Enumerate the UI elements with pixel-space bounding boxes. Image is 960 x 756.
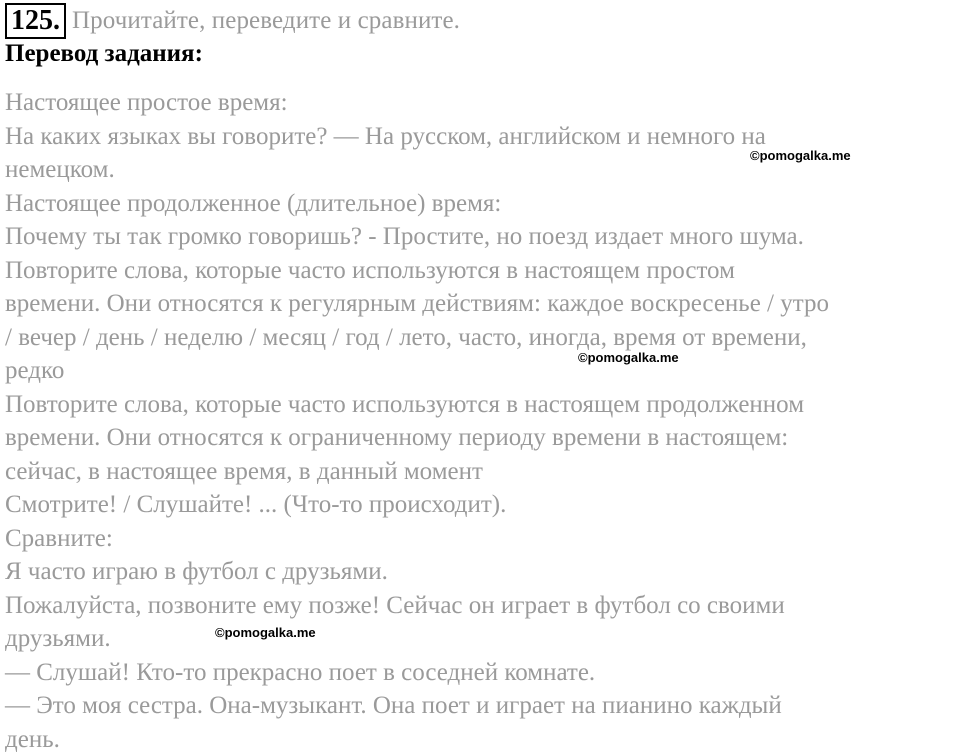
watermark: ©pomogalka.me — [578, 350, 679, 365]
text-line: сейчас, в настоящее время, в данный момент — [5, 455, 955, 489]
translation-text — [5, 86, 955, 756]
exercise-number: 125. — [5, 3, 66, 39]
text-line: Почему ты так громко говоришь? - Простите, но поезд издает много шума. — [5, 220, 955, 254]
text-line: Смотрите! / Слушайте! ... (Что-то происходит). — [5, 488, 955, 522]
text-line: Сравните: — [5, 522, 955, 556]
text-line: — Это моя сестра. Она-музыкант. Она поет и играет на пианино каждый — [5, 689, 955, 723]
text-line: времени. Они относятся к регулярным действиям: каждое воскресенье / утро — [5, 287, 955, 321]
text-line: Я часто играю в футбол с друзьями. — [5, 555, 955, 589]
exercise-header — [5, 3, 460, 39]
text-line: Повторите слова, которые часто используются в настоящем продолженном — [5, 388, 955, 422]
watermark: ©pomogalka.me — [750, 148, 851, 163]
text-line: времени. Они относятся к ограниченному периоду времени в настоящем: — [5, 421, 955, 455]
text-line: — Слушай! Кто-то прекрасно поет в соседней комнате. — [5, 656, 955, 690]
text-line: редко — [5, 354, 955, 388]
text-line: немецком. — [5, 153, 955, 187]
text-line: день. — [5, 723, 955, 756]
text-line: / вечер / день / неделю / месяц / год / лето, часто, иногда, время от времени, — [5, 321, 955, 355]
text-line: Пожалуйста, позвоните ему позже! Сейчас он играет в футбол со своими — [5, 589, 955, 623]
text-line: На каких языках вы говорите? — На русском, английском и немного на — [5, 120, 955, 154]
watermark: ©pomogalka.me — [215, 625, 316, 640]
text-line: Настоящее продолженное (длительное) время: — [5, 187, 955, 221]
text-line: Настоящее простое время: — [5, 86, 955, 120]
translation-heading: Перевод задания: — [5, 40, 203, 68]
text-line: друзьями. — [5, 622, 955, 656]
text-line: Повторите слова, которые часто используются в настоящем простом — [5, 254, 955, 288]
task-instruction: Прочитайте, переведите и сравните. — [72, 7, 460, 35]
